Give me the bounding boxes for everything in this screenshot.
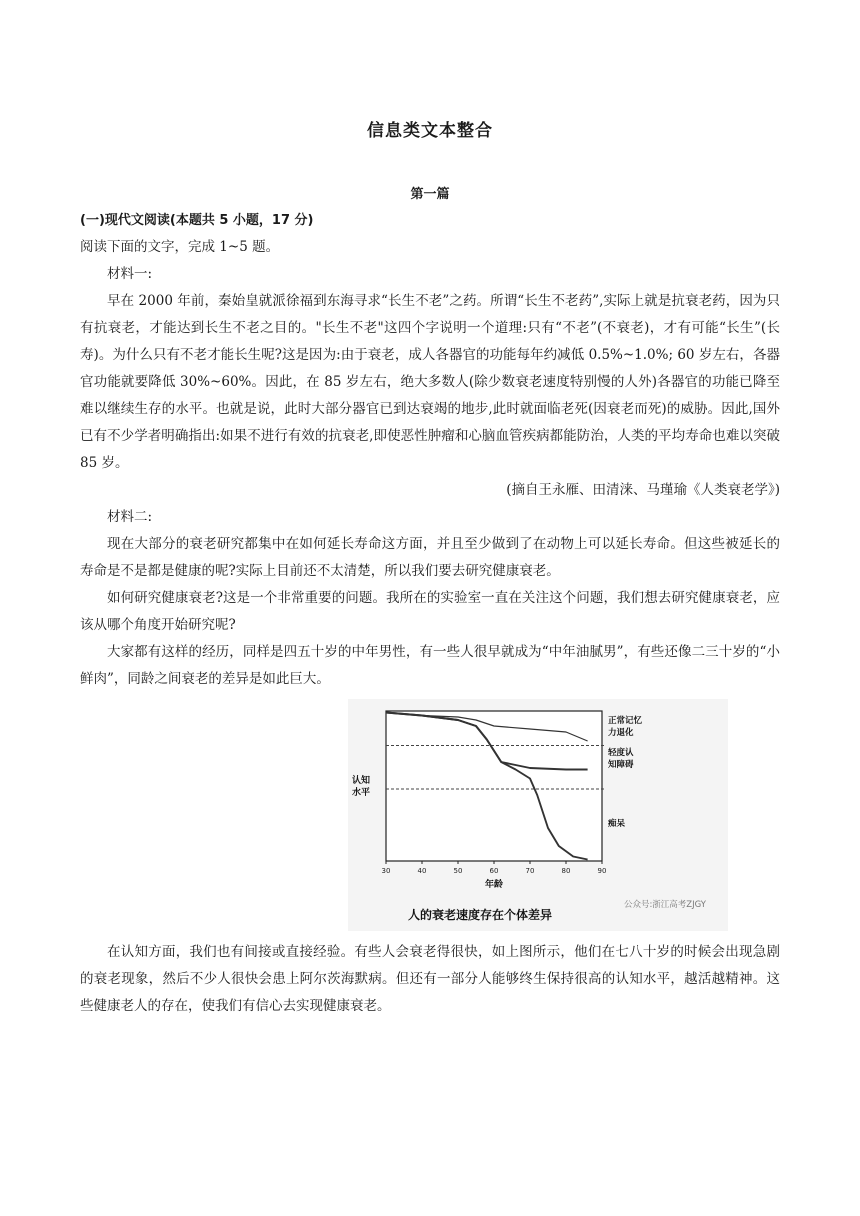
material2-paragraph-3: 大家都有这样的经历，同样是四五十岁的中年男性，有一些人很早就成为“中年油腻男”，有些还像二三十岁的“小鲜肉”，同龄之间衰老的差异是如此巨大。 bbox=[80, 644, 780, 687]
x-axis-label: 年龄 bbox=[484, 880, 504, 890]
instruction-text: 阅读下面的文字，完成 1~5 题。 bbox=[80, 239, 280, 255]
material2-paragraph-2: 如何研究健康衰老?这是一个非常重要的问题。我所在的实验室一直在关注这个问题，我们想去研究健康衰老，应该从哪个角度开始研究呢? bbox=[80, 590, 780, 633]
x-tick-label-40: 40 bbox=[417, 867, 427, 875]
figure-caption: 人的衰老速度存在个体差异 bbox=[408, 908, 553, 922]
material1-label: 材料一: bbox=[107, 266, 153, 282]
document-title: 信息类文本整合 bbox=[367, 121, 493, 141]
section-title: 第一篇 bbox=[410, 187, 450, 202]
region-label-1-part-1: 正常记忆 bbox=[608, 716, 643, 726]
document-body bbox=[80, 207, 780, 1020]
material2-paragraph-4: 在认知方面，我们也有间接或直接经验。有些人会衰老得很快，如上图所示，他们在七八十岁的时候会出现急剧的衰老现象，然后不少人很快会患上阿尔茨海默病。但还有一部分人能够终生保持很高的认知水平，越活越精神。这些健康老人的存在，使我们有信心去实现健康衰老。 bbox=[80, 944, 780, 1014]
question-heading: (一)现代文阅读(本题共 5 小题，17 分) bbox=[80, 213, 314, 228]
material2-label: 材料二: bbox=[107, 509, 153, 525]
y-axis-label-part-1: 认知 bbox=[352, 776, 371, 786]
region-label-1-part-2: 力退化 bbox=[608, 728, 634, 738]
x-tick-label-60: 60 bbox=[489, 867, 499, 875]
aging-figure bbox=[348, 699, 728, 931]
y-axis-label-part-2: 水平 bbox=[352, 788, 371, 798]
material1-source: (摘自王永雁、田清涞、马瑾瑜《人类衰老学》) bbox=[506, 482, 780, 498]
x-tick-label-80: 80 bbox=[561, 867, 571, 875]
x-tick-label-90: 90 bbox=[597, 867, 607, 875]
watermark: 公众号:浙江高考ZJGY bbox=[623, 900, 706, 910]
material2-paragraph-1: 现在大部分的衰老研究都集中在如何延长寿命这方面，并且至少做到了在动物上可以延长寿命。但这些被延长的寿命是不是都是健康的呢?实际上目前还不太清楚，所以我们要去研究健康衰老。 bbox=[80, 536, 780, 579]
region-label-2-part-2: 知障碍 bbox=[608, 760, 634, 770]
region-label-3-part-1: 痴呆 bbox=[608, 819, 626, 829]
x-tick-label-30: 30 bbox=[381, 867, 391, 875]
material1-paragraph: 早在 2000 年前，秦始皇就派徐福到东海寻求“长生不老”之药。所谓“长生不老药”,实际上就是抗衰老药，因为只有抗衰老，才能达到长生不老之目的。"长生不老"这四个字说明一个道理:只有“不老”(不衰老)，才有可能“长生”(长寿)。为什么只有不老才能长生呢?这是因为:由于衰老，成人各器官的功能每年约减低 0.5%~1.0%; 60 岁左右，各器官功能就要降低 30%~60%。因此，在 85 岁左右，绝大多数人(除少数衰老速度特别慢的人外)各器官的功能已降至难以继续生存的水平。也就是说，此时大部分器官已到达衰竭的地步,此时就面临老死(因衰老而死)的威胁。因此,国外已有不少学者明确指出:如果不进行有效的抗衰老,即使恶性肿瘤和心脑血管疾病都能防治，人类的平均寿命也难以突破 85 岁。 bbox=[80, 293, 780, 471]
region-label-2-part-1: 轻度认 bbox=[608, 748, 634, 758]
x-tick-label-50: 50 bbox=[453, 867, 463, 875]
x-tick-label-70: 70 bbox=[525, 867, 535, 875]
